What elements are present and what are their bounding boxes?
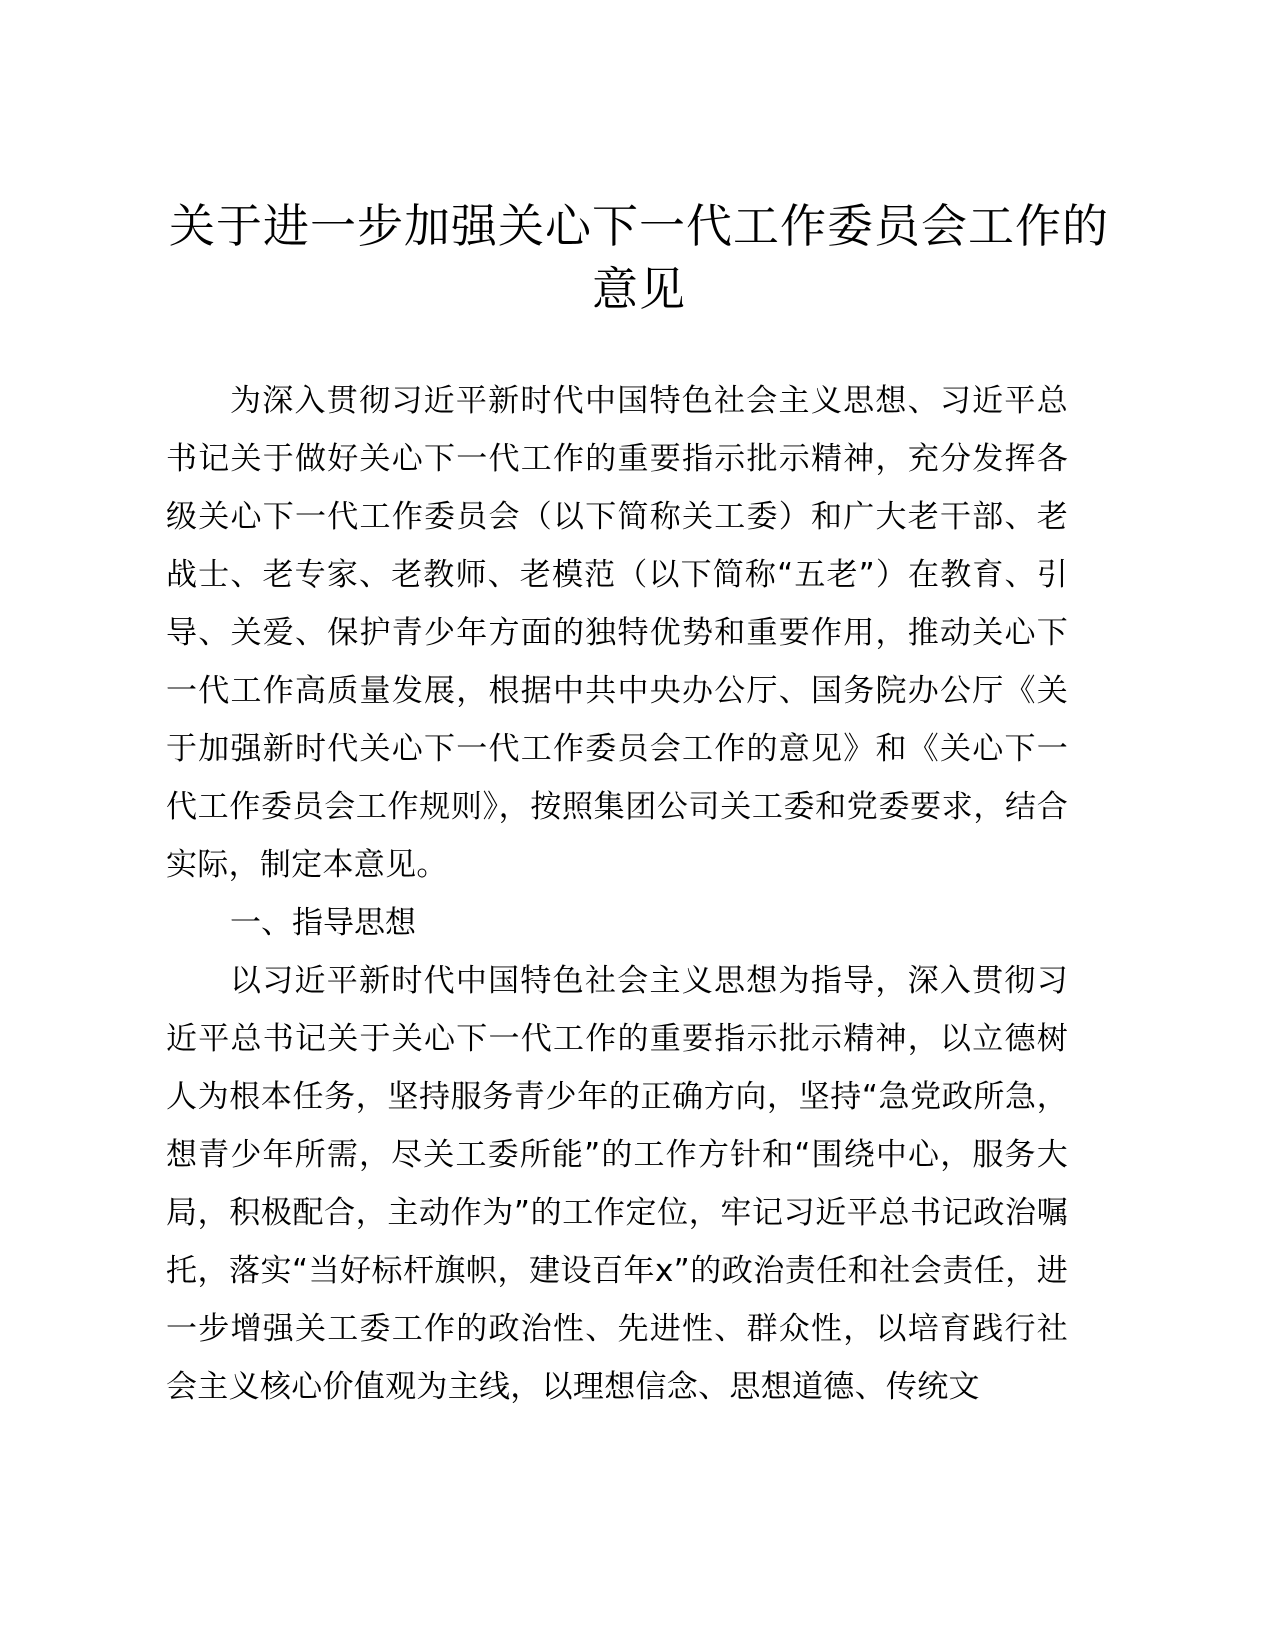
intro-paragraph: 为深入贯彻习近平新时代中国特色社会主义思想、习近平总书记关于做好关心下一代工作的重要指示批示精神，充分发挥各级关心下一代工作委员会（以下简称关工委）和广大老干部、老战士、老专家、老教师、老模范（以下简称“五老”）在教育、引导、关爱、保护青少年方面的独特优势和重要作用，推动关心下一代工作高质量发展，根据中共中央办公厅、国务院办公厅《关于加强新时代关心下一代工作委员会工作的意见》和《关心下一代工作委员会工作规则》，按照集团公司关工委和党委要求，结合实际，制定本意见。 <box>166 383 1068 883</box>
document-body <box>166 372 1068 1416</box>
document-title: 关于进一步加强关心下一代工作委员会工作的意见 <box>169 199 1109 316</box>
section-heading-guiding-ideology: 一、指导思想 <box>230 905 416 941</box>
guiding-ideology-paragraph: 以习近平新时代中国特色社会主义思想为指导，深入贯彻习近平总书记关于关心下一代工作的重要指示批示精神，以立德树人为根本任务，坚持服务青少年的正确方向，坚持“急党政所急，想青少年所需，尽关工委所能”的工作方针和“围绕中心，服务大局，积极配合，主动作为”的工作定位，牢记习近平总书记政治嘱托，落实“当好标杆旗帜，建设百年x”的政治责任和社会责任，进一步增强关工委工作的政治性、先进性、群众性，以培育践行社会主义核心价值观为主线，以理想信念、思想道德、传统文 <box>166 963 1068 1405</box>
